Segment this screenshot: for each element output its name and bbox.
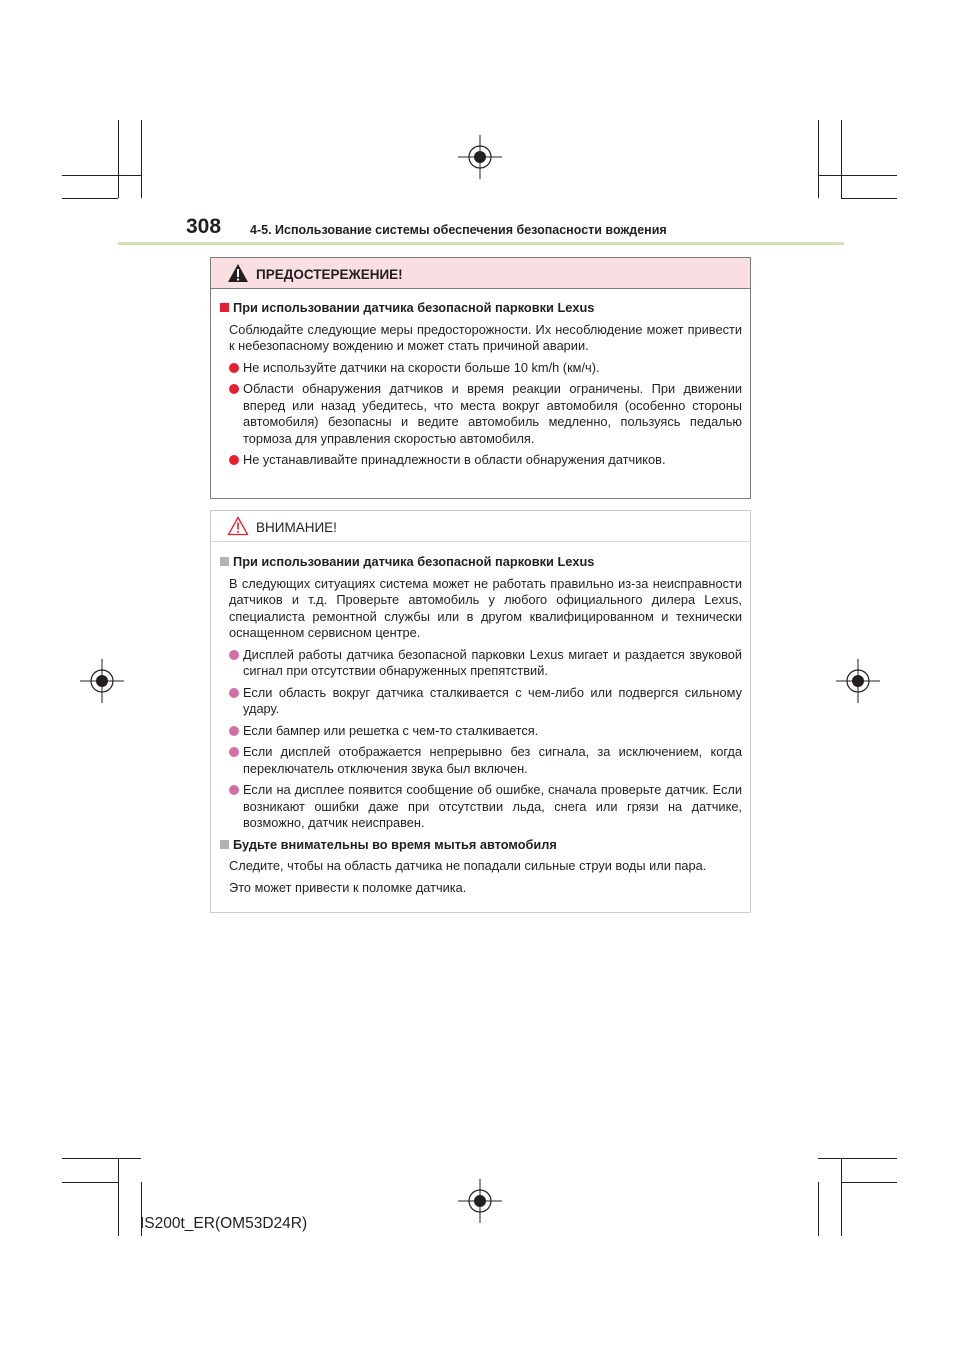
notice-heading-washing-text: Будьте внимательны во время мытья автомобиля [233,836,557,852]
list-item [218,782,742,832]
bullet-dot-icon [229,363,239,373]
list-item [218,744,742,777]
list-item [218,360,742,377]
caution-title: ПРЕДОСТЕРЕЖЕНИЕ! [256,267,403,282]
warning-triangle-icon [227,263,249,283]
crop-mark [818,1182,819,1236]
bullet-dot-icon [229,726,239,736]
list-item-text: Если область вокруг датчика сталкивается с чем-либо или подвергся сильному удару. [243,684,742,716]
square-bullet-icon [220,557,229,566]
caution-box [210,257,751,499]
list-item-text: Дисплей работы датчика безопасной парковки Lexus мигает и раздается звуковой сигнал при отсутствии обнаруженных препятствий. [243,646,742,678]
notice-heading-text: При использовании датчика безопасной парковки Lexus [233,554,595,569]
notice-heading [218,554,742,571]
list-item [218,381,742,447]
crop-mark [118,120,119,198]
crop-mark [841,120,842,198]
header-divider [118,242,844,245]
warning-triangle-outline-icon [227,516,249,536]
crop-mark [818,1158,897,1159]
crop-mark [118,1158,119,1236]
bullet-dot-icon [229,384,239,394]
crop-mark [62,1158,141,1159]
square-bullet-icon [220,840,229,849]
crop-mark [62,1182,118,1183]
list-item-text: Если дисплей отображается непрерывно без сигнала, за исключением, когда переключатель отключения звука был включен. [243,744,742,776]
registration-mark-icon [458,135,502,179]
notice-content [218,554,742,901]
notice-box [210,510,751,913]
caution-content [218,300,742,474]
crop-mark [841,1182,897,1183]
notice-header [211,511,750,542]
crop-mark [818,120,819,198]
list-item-text: Не используйте датчики на скорости больше 10 km/h (км/ч). [243,359,600,375]
caution-heading [218,300,742,317]
crop-mark [141,120,142,198]
list-item [218,647,742,680]
crop-mark [62,198,118,199]
document-code: IS200t_ER(OM53D24R) [140,1215,308,1232]
crop-mark [841,1158,842,1236]
section-title: 4-5. Использование системы обеспечения безопасности вождения [250,223,667,237]
crop-mark [62,175,141,176]
list-item-text: Не устанавливайте принадлежности в области обнаружения датчиков. [243,452,666,467]
bullet-dot-icon [229,785,239,795]
list-item [218,723,742,740]
list-item-text: Если на дисплее появится сообщение об ошибке, сначала проверьте датчик. Если возникают ошибки даже при отсутствии льда, снега или грязи на датчике, возможно, датчик неисправен. [243,782,742,830]
crop-mark [841,198,897,199]
bullet-dot-icon [229,688,239,698]
registration-mark-icon [458,1179,502,1223]
list-item [218,685,742,718]
registration-mark-icon [836,659,880,703]
list-item-text: Если бампер или решетка с чем-то сталкивается. [243,722,539,738]
notice-paragraph: Следите, чтобы на область датчика не попадали сильные струи воды или пара. [229,858,707,873]
page-number: 308 [186,215,222,238]
notice-heading-washing [218,837,742,854]
caution-intro: Соблюдайте следующие меры предосторожности. Их несоблюдение может привести к небезопасному вождению и может стать причиной аварии. [229,321,742,353]
notice-paragraph: Это может привести к поломке датчика. [229,879,467,895]
bullet-dot-icon [229,650,239,660]
crop-mark [818,175,897,176]
bullet-dot-icon [229,747,239,757]
list-item-text: Области обнаружения датчиков и время реакции ограничены. При движении вперед или назад убедитесь, что места вокруг автомобиля (особенно стороны автомобиля) безопасны и ведите автомобиль медленно, пользуясь педалью тормоза для управления скоростью автомобиля. [243,381,742,446]
caution-header [211,258,750,289]
notice-intro: В следующих ситуациях система может не работать правильно из-за неисправности датчиков и т.д. Проверьте автомобиль у любого официального дилера Lexus, специалиста ремонтной службы или в другом квалифицированном и технически оснащенном сервисном центре. [229,575,742,640]
square-bullet-icon [220,303,229,312]
bullet-dot-icon [229,455,239,465]
list-item [218,452,742,469]
caution-heading-text: При использовании датчика безопасной парковки Lexus [233,300,595,315]
registration-mark-icon [80,659,124,703]
notice-title: ВНИМАНИЕ! [256,520,337,535]
